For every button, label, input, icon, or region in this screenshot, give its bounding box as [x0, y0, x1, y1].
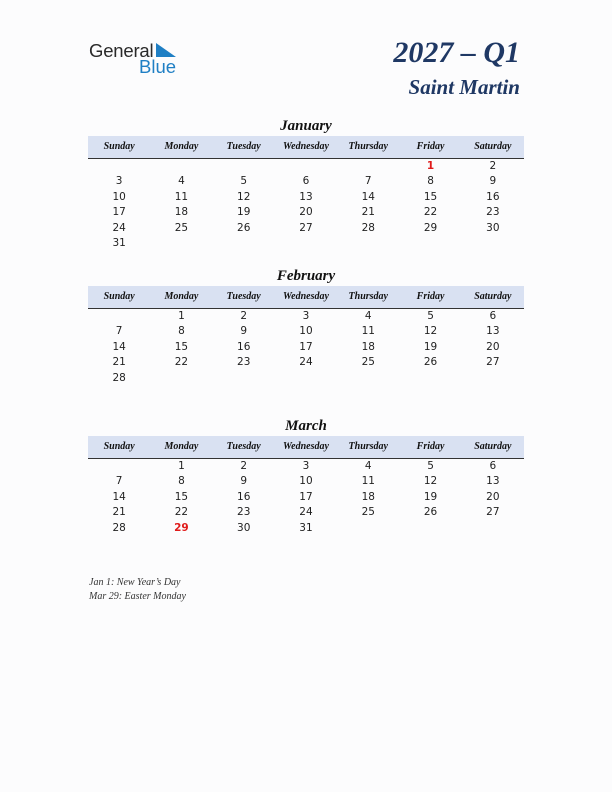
day-cell: 10	[299, 475, 313, 488]
day-cell	[213, 236, 275, 251]
day-cell: 6	[489, 460, 497, 472]
day-cell: 27	[486, 356, 500, 369]
day-cell: 2	[489, 160, 497, 172]
day-cell: 2	[240, 310, 248, 322]
day-cell: 3	[302, 310, 310, 322]
holiday-note: Jan 1: New Year’s Day	[89, 577, 181, 588]
day-cell	[150, 371, 212, 386]
day-cell	[213, 159, 275, 174]
day-cell: 17	[299, 340, 313, 353]
day-cell	[399, 371, 461, 386]
day-cell: 8	[427, 175, 434, 188]
day-cell: 29	[423, 221, 438, 234]
day-cell: 4	[178, 175, 185, 188]
day-cell: 24	[299, 506, 313, 519]
day-cell	[337, 521, 399, 536]
week-row	[88, 190, 524, 205]
generalblue-logo	[89, 40, 189, 76]
weekday-label: Thursday	[348, 291, 388, 302]
weekday-label: Monday	[164, 291, 199, 302]
day-cell: 27	[486, 506, 500, 519]
day-cell: 16	[486, 190, 500, 203]
day-cell: 7	[364, 175, 372, 188]
day-cell	[337, 236, 399, 251]
day-cell: 9	[240, 325, 248, 338]
day-cell: 19	[423, 340, 438, 353]
day-cell	[213, 371, 275, 386]
day-cell: 9	[240, 475, 248, 488]
day-cell: 23	[486, 206, 500, 219]
day-cell: 30	[237, 521, 251, 534]
holiday-note: Mar 29: Easter Monday	[89, 590, 186, 602]
day-cell: 26	[237, 221, 251, 234]
month-name: January	[280, 118, 332, 134]
page-title: 2027 – Q1	[393, 36, 520, 69]
day-cell: 31	[299, 521, 313, 534]
weekday-header	[88, 286, 524, 309]
day-cell	[88, 309, 150, 324]
day-cell: 10	[112, 190, 126, 203]
week-row	[88, 221, 524, 236]
logo-text-blue: Blue	[139, 56, 177, 77]
weekday-label: Sunday	[103, 141, 135, 152]
day-cell	[337, 159, 399, 174]
day-cell: 16	[237, 340, 251, 353]
weekday-label: Wednesday	[283, 291, 329, 302]
day-cell: 28	[112, 371, 126, 384]
month-name: March	[285, 418, 327, 434]
day-cell	[275, 371, 337, 386]
day-cell	[275, 236, 337, 251]
weekday-label: Thursday	[348, 141, 388, 152]
week-row	[88, 205, 524, 220]
weekday-label: Thursday	[348, 441, 388, 452]
day-cell: 19	[237, 206, 251, 219]
day-cell: 18	[361, 490, 375, 503]
day-cell: 20	[486, 490, 500, 503]
week-row	[88, 505, 524, 520]
weekday-header	[88, 136, 524, 159]
day-cell: 15	[174, 490, 189, 503]
day-cell: 13	[299, 190, 313, 203]
day-cell: 25	[174, 221, 189, 234]
weekday-label: Monday	[164, 441, 199, 452]
day-cell: 9	[489, 175, 497, 188]
day-cell: 7	[115, 475, 123, 488]
day-cell: 27	[299, 221, 313, 234]
day-cell: 20	[486, 340, 500, 353]
day-cell: 4	[364, 460, 372, 472]
day-cell: 5	[427, 460, 434, 472]
day-cell: 19	[423, 490, 438, 503]
weekday-label: Monday	[164, 141, 199, 152]
day-cell: 11	[174, 190, 189, 203]
day-cell: 14	[112, 340, 126, 353]
day-cell	[462, 371, 524, 386]
day-cell: 11	[361, 325, 375, 338]
day-cell	[462, 236, 524, 251]
weekday-label: Saturday	[474, 291, 512, 302]
day-cell: 1	[178, 460, 185, 472]
logo-text-general: General	[89, 40, 154, 61]
day-cell: 24	[299, 356, 313, 369]
day-cell	[399, 521, 461, 536]
day-cell: 24	[112, 221, 126, 234]
day-cell: 8	[178, 475, 185, 488]
month-name: February	[276, 268, 336, 284]
day-cell: 12	[423, 325, 438, 338]
week-row	[88, 324, 524, 339]
weekday-label: Tuesday	[226, 291, 261, 302]
day-cell: 1	[178, 310, 185, 322]
day-cell: 5	[427, 310, 434, 322]
day-cell: 13	[486, 475, 500, 488]
day-cell: 23	[237, 356, 251, 369]
weekday-label: Sunday	[103, 441, 135, 452]
holiday-day-cell: 1	[426, 160, 435, 172]
day-cell: 8	[178, 325, 185, 338]
day-cell: 23	[237, 506, 251, 519]
day-cell: 25	[361, 356, 375, 369]
day-cell: 6	[302, 175, 310, 188]
day-cell: 14	[112, 490, 126, 503]
day-cell: 14	[361, 190, 375, 203]
week-row	[88, 340, 524, 355]
day-cell: 26	[423, 506, 438, 519]
day-cell: 21	[112, 506, 126, 519]
day-cell: 10	[299, 325, 313, 338]
day-cell: 17	[299, 490, 313, 503]
week-row	[88, 371, 524, 386]
day-cell	[399, 236, 461, 251]
day-cell: 3	[115, 175, 123, 188]
week-row	[88, 490, 524, 505]
weekday-label: Saturday	[474, 441, 512, 452]
month-january	[88, 116, 524, 251]
day-cell: 21	[112, 356, 126, 369]
weekday-label: Tuesday	[226, 141, 261, 152]
month-march	[88, 416, 524, 536]
week-row	[88, 309, 524, 324]
weekday-label: Friday	[416, 141, 445, 152]
day-cell: 15	[423, 190, 438, 203]
day-cell: 21	[361, 206, 375, 219]
holiday-notes	[89, 576, 186, 603]
day-cell: 16	[237, 490, 251, 503]
day-cell: 22	[423, 206, 438, 219]
day-cell	[462, 521, 524, 536]
day-cell	[150, 236, 212, 251]
week-row	[88, 174, 524, 189]
day-cell	[275, 159, 337, 174]
day-cell: 22	[174, 506, 189, 519]
day-cell: 12	[237, 190, 251, 203]
day-cell: 3	[302, 460, 310, 472]
page-subtitle: Saint Martin	[408, 75, 520, 99]
weekday-header	[88, 436, 524, 459]
week-row	[88, 474, 524, 489]
day-cell: 31	[112, 236, 126, 249]
day-cell: 11	[361, 475, 375, 488]
weekday-label: Wednesday	[283, 441, 329, 452]
day-cell: 12	[423, 475, 438, 488]
day-cell: 6	[489, 310, 497, 322]
day-cell	[88, 459, 150, 474]
weekday-label: Sunday	[103, 291, 135, 302]
day-cell: 17	[112, 206, 126, 219]
weekday-label: Tuesday	[226, 441, 261, 452]
week-row	[88, 355, 524, 370]
day-cell: 7	[115, 325, 123, 338]
day-cell: 28	[361, 221, 375, 234]
weekday-label: Wednesday	[283, 141, 329, 152]
logo-triangle-icon	[156, 43, 176, 57]
day-cell: 20	[299, 206, 313, 219]
day-cell: 28	[112, 521, 126, 534]
day-cell: 4	[364, 310, 372, 322]
holiday-day-cell: 29	[174, 521, 189, 534]
day-cell: 13	[486, 325, 500, 338]
week-row	[88, 459, 524, 474]
day-cell: 15	[174, 340, 189, 353]
day-cell	[150, 159, 212, 174]
week-row	[88, 236, 524, 251]
week-row	[88, 159, 524, 174]
day-cell: 5	[240, 175, 248, 188]
week-row	[88, 521, 524, 536]
month-february	[88, 266, 524, 386]
weekday-label: Friday	[416, 441, 445, 452]
day-cell: 25	[361, 506, 375, 519]
weekday-label: Friday	[416, 291, 445, 302]
day-cell	[88, 159, 150, 174]
day-cell: 26	[423, 356, 438, 369]
day-cell: 18	[361, 340, 375, 353]
day-cell: 2	[240, 460, 248, 472]
day-cell: 22	[174, 356, 189, 369]
day-cell: 30	[486, 221, 500, 234]
weekday-label: Saturday	[474, 141, 512, 152]
day-cell	[337, 371, 399, 386]
day-cell: 18	[174, 206, 189, 219]
